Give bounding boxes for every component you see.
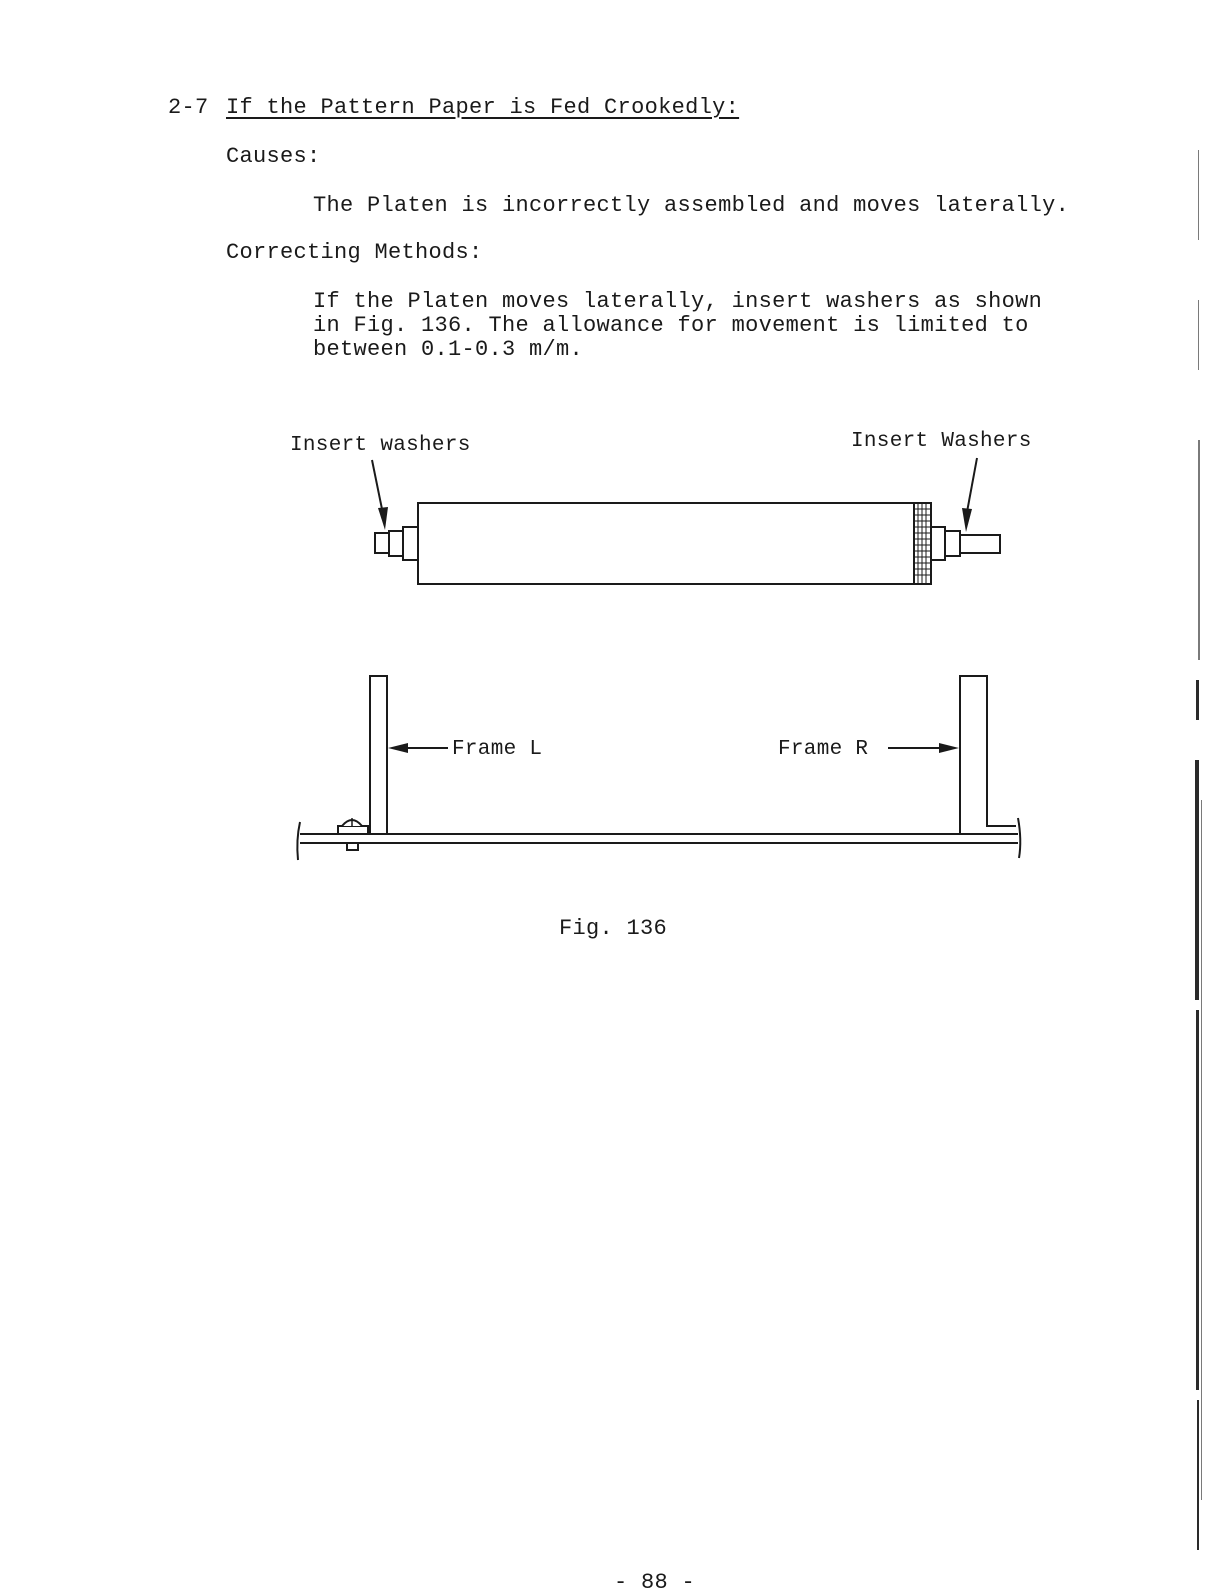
scan-edge-strip: [1192, 0, 1224, 1584]
base-plate: [297, 818, 1020, 860]
section-title: If the Pattern Paper is Fed Crookedly:: [226, 95, 740, 120]
screw-icon: [338, 818, 368, 850]
correcting-methods-heading: Correcting Methods:: [226, 240, 483, 265]
washer-leader-left: [372, 460, 388, 530]
frame-left: [370, 676, 387, 834]
frame-right-arrow: [888, 743, 959, 753]
paragraph-line: If the Platen moves laterally, insert washers as shown: [313, 289, 1043, 314]
causes-text: The Platen is incorrectly assembled and moves laterally.: [313, 193, 1070, 218]
section-number: 2-7: [168, 95, 209, 120]
platen-roller: [375, 503, 1000, 584]
paragraph-line: in Fig. 136. The allowance for movement is limited to: [313, 313, 1029, 338]
frame-left-label: Frame L: [452, 738, 543, 761]
figure-caption: Fig. 136: [559, 916, 668, 941]
causes-heading: Causes:: [226, 144, 321, 169]
insert-washers-left-label: Insert washers: [290, 434, 471, 457]
frame-right: [960, 676, 1016, 834]
insert-washers-right-label: Insert Washers: [851, 430, 1032, 453]
frame-left-arrow: [388, 743, 448, 753]
paragraph-line: between 0.1-0.3 m/m.: [313, 337, 584, 362]
washer-leader-right: [962, 458, 977, 532]
page-number: - 88 -: [614, 1570, 696, 1595]
frame-right-label: Frame R: [778, 738, 869, 761]
